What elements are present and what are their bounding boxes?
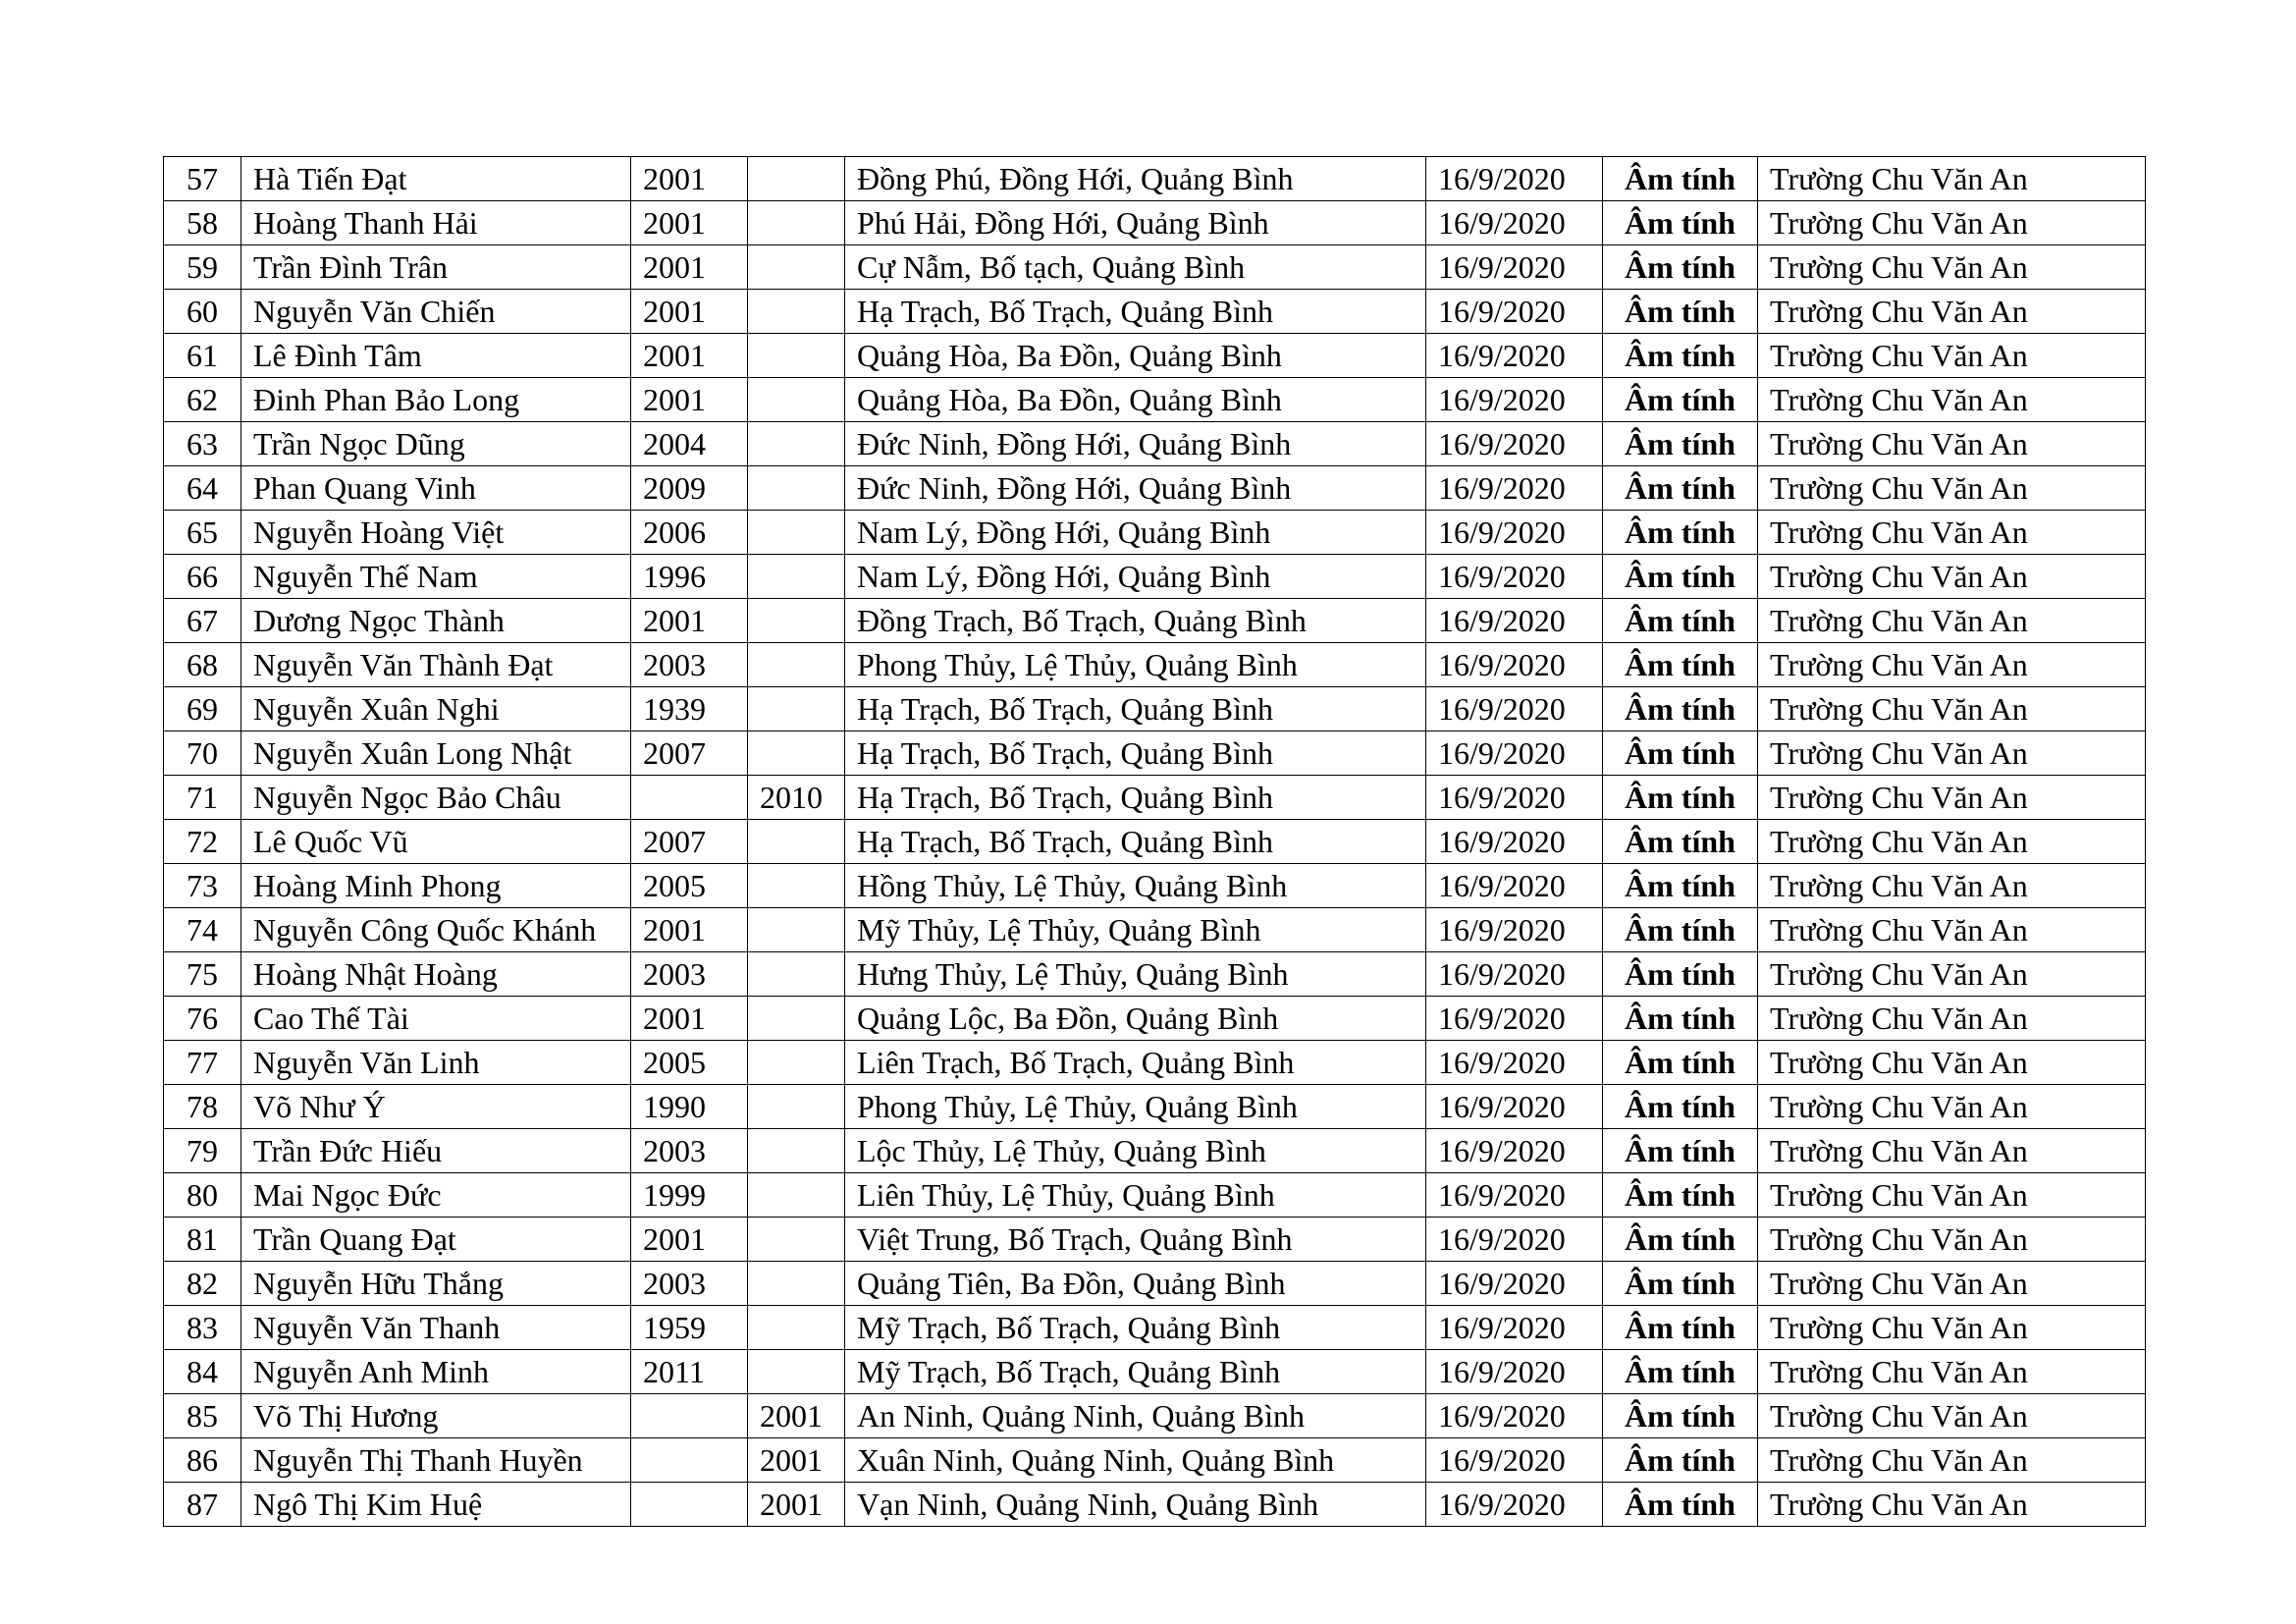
table-row bbox=[164, 1173, 2146, 1218]
test-date-cell: 16/9/2020 bbox=[1426, 1483, 1603, 1527]
test-date-cell: 16/9/2020 bbox=[1426, 1394, 1603, 1438]
test-location-cell: Trường Chu Văn An bbox=[1758, 1173, 2146, 1218]
address-cell: Mỹ Trạch, Bố Trạch, Quảng Bình bbox=[845, 1350, 1426, 1394]
address-cell: Liên Thủy, Lệ Thủy, Quảng Bình bbox=[845, 1173, 1426, 1218]
birth-year-male-cell bbox=[631, 1483, 748, 1527]
table-row bbox=[164, 1483, 2146, 1527]
test-result-cell: Âm tính bbox=[1603, 864, 1758, 908]
test-date-cell: 16/9/2020 bbox=[1426, 908, 1603, 952]
address-cell: Hạ Trạch, Bố Trạch, Quảng Bình bbox=[845, 820, 1426, 864]
birth-year-male-cell: 2011 bbox=[631, 1350, 748, 1394]
birth-year-male-cell: 2005 bbox=[631, 864, 748, 908]
table-row bbox=[164, 157, 2146, 201]
full-name-cell: Nguyễn Văn Thành Đạt bbox=[241, 643, 631, 687]
table-row bbox=[164, 864, 2146, 908]
test-result-cell: Âm tính bbox=[1603, 776, 1758, 820]
table-row bbox=[164, 1350, 2146, 1394]
birth-year-female-cell bbox=[748, 378, 845, 422]
address-cell: Đồng Phú, Đồng Hới, Quảng Bình bbox=[845, 157, 1426, 201]
birth-year-female-cell bbox=[748, 290, 845, 334]
test-date-cell: 16/9/2020 bbox=[1426, 687, 1603, 731]
full-name-cell: Đinh Phan Bảo Long bbox=[241, 378, 631, 422]
test-date-cell: 16/9/2020 bbox=[1426, 1085, 1603, 1129]
table-row bbox=[164, 1306, 2146, 1350]
row-number-cell: 63 bbox=[164, 422, 241, 466]
row-number-cell: 78 bbox=[164, 1085, 241, 1129]
test-result-cell: Âm tính bbox=[1603, 1438, 1758, 1483]
address-cell: Phú Hải, Đồng Hới, Quảng Bình bbox=[845, 201, 1426, 245]
row-number-cell: 87 bbox=[164, 1483, 241, 1527]
test-date-cell: 16/9/2020 bbox=[1426, 1262, 1603, 1306]
row-number-cell: 76 bbox=[164, 997, 241, 1041]
full-name-cell: Nguyễn Xuân Nghi bbox=[241, 687, 631, 731]
test-date-cell: 16/9/2020 bbox=[1426, 466, 1603, 511]
test-date-cell: 16/9/2020 bbox=[1426, 820, 1603, 864]
full-name-cell: Trần Đức Hiếu bbox=[241, 1129, 631, 1173]
birth-year-male-cell: 2003 bbox=[631, 643, 748, 687]
test-date-cell: 16/9/2020 bbox=[1426, 952, 1603, 997]
address-cell: Vạn Ninh, Quảng Ninh, Quảng Bình bbox=[845, 1483, 1426, 1527]
test-result-cell: Âm tính bbox=[1603, 1394, 1758, 1438]
birth-year-male-cell: 2003 bbox=[631, 952, 748, 997]
row-number-cell: 80 bbox=[164, 1173, 241, 1218]
test-location-cell: Trường Chu Văn An bbox=[1758, 290, 2146, 334]
test-date-cell: 16/9/2020 bbox=[1426, 1041, 1603, 1085]
test-date-cell: 16/9/2020 bbox=[1426, 555, 1603, 599]
birth-year-male-cell: 2004 bbox=[631, 422, 748, 466]
test-date-cell: 16/9/2020 bbox=[1426, 290, 1603, 334]
birth-year-male-cell: 2005 bbox=[631, 1041, 748, 1085]
test-date-cell: 16/9/2020 bbox=[1426, 334, 1603, 378]
birth-year-male-cell: 2003 bbox=[631, 1129, 748, 1173]
test-result-cell: Âm tính bbox=[1603, 378, 1758, 422]
address-cell: Phong Thủy, Lệ Thủy, Quảng Bình bbox=[845, 1085, 1426, 1129]
birth-year-male-cell bbox=[631, 1438, 748, 1483]
full-name-cell: Lê Quốc Vũ bbox=[241, 820, 631, 864]
birth-year-female-cell bbox=[748, 1041, 845, 1085]
birth-year-female-cell: 2001 bbox=[748, 1483, 845, 1527]
address-cell: Hạ Trạch, Bố Trạch, Quảng Bình bbox=[845, 687, 1426, 731]
table-row bbox=[164, 731, 2146, 776]
test-location-cell: Trường Chu Văn An bbox=[1758, 997, 2146, 1041]
birth-year-male-cell: 2001 bbox=[631, 290, 748, 334]
birth-year-female-cell: 2010 bbox=[748, 776, 845, 820]
row-number-cell: 85 bbox=[164, 1394, 241, 1438]
test-date-cell: 16/9/2020 bbox=[1426, 422, 1603, 466]
test-date-cell: 16/9/2020 bbox=[1426, 1306, 1603, 1350]
birth-year-male-cell: 2001 bbox=[631, 1218, 748, 1262]
full-name-cell: Võ Thị Hương bbox=[241, 1394, 631, 1438]
row-number-cell: 82 bbox=[164, 1262, 241, 1306]
test-date-cell: 16/9/2020 bbox=[1426, 1350, 1603, 1394]
test-location-cell: Trường Chu Văn An bbox=[1758, 687, 2146, 731]
row-number-cell: 86 bbox=[164, 1438, 241, 1483]
row-number-cell: 65 bbox=[164, 511, 241, 555]
birth-year-female-cell bbox=[748, 245, 845, 290]
test-result-cell: Âm tính bbox=[1603, 511, 1758, 555]
test-location-cell: Trường Chu Văn An bbox=[1758, 864, 2146, 908]
address-cell: Mỹ Thủy, Lệ Thủy, Quảng Bình bbox=[845, 908, 1426, 952]
birth-year-female-cell bbox=[748, 422, 845, 466]
test-result-cell: Âm tính bbox=[1603, 466, 1758, 511]
row-number-cell: 77 bbox=[164, 1041, 241, 1085]
full-name-cell: Hoàng Thanh Hải bbox=[241, 201, 631, 245]
test-result-cell: Âm tính bbox=[1603, 687, 1758, 731]
birth-year-male-cell: 2001 bbox=[631, 245, 748, 290]
birth-year-female-cell bbox=[748, 687, 845, 731]
birth-year-male-cell: 2001 bbox=[631, 599, 748, 643]
full-name-cell: Mai Ngọc Đức bbox=[241, 1173, 631, 1218]
birth-year-female-cell bbox=[748, 599, 845, 643]
row-number-cell: 62 bbox=[164, 378, 241, 422]
row-number-cell: 59 bbox=[164, 245, 241, 290]
test-location-cell: Trường Chu Văn An bbox=[1758, 1306, 2146, 1350]
birth-year-female-cell bbox=[748, 1262, 845, 1306]
test-result-cell: Âm tính bbox=[1603, 952, 1758, 997]
test-result-cell: Âm tính bbox=[1603, 1173, 1758, 1218]
address-cell: Hạ Trạch, Bố Trạch, Quảng Bình bbox=[845, 290, 1426, 334]
test-location-cell: Trường Chu Văn An bbox=[1758, 1041, 2146, 1085]
row-number-cell: 69 bbox=[164, 687, 241, 731]
row-number-cell: 84 bbox=[164, 1350, 241, 1394]
test-result-cell: Âm tính bbox=[1603, 1350, 1758, 1394]
test-result-cell: Âm tính bbox=[1603, 908, 1758, 952]
test-date-cell: 16/9/2020 bbox=[1426, 511, 1603, 555]
address-cell: Mỹ Trạch, Bố Trạch, Quảng Bình bbox=[845, 1306, 1426, 1350]
test-location-cell: Trường Chu Văn An bbox=[1758, 1129, 2146, 1173]
address-cell: Đồng Trạch, Bố Trạch, Quảng Bình bbox=[845, 599, 1426, 643]
full-name-cell: Trần Quang Đạt bbox=[241, 1218, 631, 1262]
table-row bbox=[164, 820, 2146, 864]
birth-year-male-cell: 2003 bbox=[631, 1262, 748, 1306]
test-location-cell: Trường Chu Văn An bbox=[1758, 599, 2146, 643]
test-result-cell: Âm tính bbox=[1603, 1306, 1758, 1350]
test-date-cell: 16/9/2020 bbox=[1426, 1129, 1603, 1173]
birth-year-male-cell: 2007 bbox=[631, 820, 748, 864]
table-row bbox=[164, 643, 2146, 687]
full-name-cell: Hoàng Nhật Hoàng bbox=[241, 952, 631, 997]
test-location-cell: Trường Chu Văn An bbox=[1758, 908, 2146, 952]
address-cell: Nam Lý, Đồng Hới, Quảng Bình bbox=[845, 555, 1426, 599]
test-result-cell: Âm tính bbox=[1603, 820, 1758, 864]
test-result-cell: Âm tính bbox=[1603, 1218, 1758, 1262]
birth-year-female-cell bbox=[748, 952, 845, 997]
full-name-cell: Nguyễn Thế Nam bbox=[241, 555, 631, 599]
full-name-cell: Lê Đình Tâm bbox=[241, 334, 631, 378]
row-number-cell: 79 bbox=[164, 1129, 241, 1173]
row-number-cell: 73 bbox=[164, 864, 241, 908]
full-name-cell: Nguyễn Văn Thanh bbox=[241, 1306, 631, 1350]
full-name-cell: Nguyễn Xuân Long Nhật bbox=[241, 731, 631, 776]
table-row bbox=[164, 1262, 2146, 1306]
test-date-cell: 16/9/2020 bbox=[1426, 157, 1603, 201]
address-cell: Quảng Hòa, Ba Đồn, Quảng Bình bbox=[845, 334, 1426, 378]
row-number-cell: 68 bbox=[164, 643, 241, 687]
address-cell: Phong Thủy, Lệ Thủy, Quảng Bình bbox=[845, 643, 1426, 687]
address-cell: Liên Trạch, Bố Trạch, Quảng Bình bbox=[845, 1041, 1426, 1085]
address-cell: An Ninh, Quảng Ninh, Quảng Bình bbox=[845, 1394, 1426, 1438]
test-result-cell: Âm tính bbox=[1603, 1262, 1758, 1306]
table-row bbox=[164, 378, 2146, 422]
birth-year-female-cell bbox=[748, 1129, 845, 1173]
test-date-cell: 16/9/2020 bbox=[1426, 731, 1603, 776]
test-result-cell: Âm tính bbox=[1603, 1085, 1758, 1129]
row-number-cell: 58 bbox=[164, 201, 241, 245]
full-name-cell: Cao Thế Tài bbox=[241, 997, 631, 1041]
row-number-cell: 81 bbox=[164, 1218, 241, 1262]
birth-year-female-cell bbox=[748, 157, 845, 201]
table-row bbox=[164, 776, 2146, 820]
test-date-cell: 16/9/2020 bbox=[1426, 1173, 1603, 1218]
row-number-cell: 72 bbox=[164, 820, 241, 864]
full-name-cell: Ngô Thị Kim Huệ bbox=[241, 1483, 631, 1527]
test-result-cell: Âm tính bbox=[1603, 334, 1758, 378]
birth-year-female-cell bbox=[748, 334, 845, 378]
row-number-cell: 75 bbox=[164, 952, 241, 997]
birth-year-female-cell bbox=[748, 511, 845, 555]
birth-year-female-cell bbox=[748, 643, 845, 687]
full-name-cell: Nguyễn Thị Thanh Huyền bbox=[241, 1438, 631, 1483]
test-date-cell: 16/9/2020 bbox=[1426, 776, 1603, 820]
address-cell: Nam Lý, Đồng Hới, Quảng Bình bbox=[845, 511, 1426, 555]
table-row bbox=[164, 1394, 2146, 1438]
table-row bbox=[164, 245, 2146, 290]
test-result-cell: Âm tính bbox=[1603, 245, 1758, 290]
test-date-cell: 16/9/2020 bbox=[1426, 1218, 1603, 1262]
birth-year-male-cell: 2001 bbox=[631, 378, 748, 422]
test-location-cell: Trường Chu Văn An bbox=[1758, 422, 2146, 466]
test-result-cell: Âm tính bbox=[1603, 290, 1758, 334]
test-results-table bbox=[163, 156, 2146, 1527]
address-cell: Hưng Thủy, Lệ Thủy, Quảng Bình bbox=[845, 952, 1426, 997]
table-row bbox=[164, 1041, 2146, 1085]
birth-year-male-cell bbox=[631, 776, 748, 820]
birth-year-male-cell bbox=[631, 1394, 748, 1438]
birth-year-male-cell: 1959 bbox=[631, 1306, 748, 1350]
birth-year-male-cell: 2001 bbox=[631, 334, 748, 378]
test-result-cell: Âm tính bbox=[1603, 731, 1758, 776]
test-location-cell: Trường Chu Văn An bbox=[1758, 245, 2146, 290]
test-location-cell: Trường Chu Văn An bbox=[1758, 378, 2146, 422]
table-row bbox=[164, 687, 2146, 731]
test-location-cell: Trường Chu Văn An bbox=[1758, 1218, 2146, 1262]
birth-year-male-cell: 2007 bbox=[631, 731, 748, 776]
test-result-cell: Âm tính bbox=[1603, 1041, 1758, 1085]
full-name-cell: Nguyễn Công Quốc Khánh bbox=[241, 908, 631, 952]
test-location-cell: Trường Chu Văn An bbox=[1758, 1438, 2146, 1483]
test-result-cell: Âm tính bbox=[1603, 1129, 1758, 1173]
full-name-cell: Võ Như Ý bbox=[241, 1085, 631, 1129]
birth-year-female-cell bbox=[748, 201, 845, 245]
test-location-cell: Trường Chu Văn An bbox=[1758, 1350, 2146, 1394]
birth-year-female-cell bbox=[748, 1085, 845, 1129]
test-location-cell: Trường Chu Văn An bbox=[1758, 1085, 2146, 1129]
full-name-cell: Trần Ngọc Dũng bbox=[241, 422, 631, 466]
test-result-cell: Âm tính bbox=[1603, 997, 1758, 1041]
full-name-cell: Nguyễn Văn Chiến bbox=[241, 290, 631, 334]
test-date-cell: 16/9/2020 bbox=[1426, 864, 1603, 908]
test-date-cell: 16/9/2020 bbox=[1426, 997, 1603, 1041]
test-date-cell: 16/9/2020 bbox=[1426, 599, 1603, 643]
row-number-cell: 70 bbox=[164, 731, 241, 776]
full-name-cell: Nguyễn Hữu Thắng bbox=[241, 1262, 631, 1306]
table-row bbox=[164, 1218, 2146, 1262]
table-row bbox=[164, 1085, 2146, 1129]
test-location-cell: Trường Chu Văn An bbox=[1758, 511, 2146, 555]
address-cell: Quảng Lộc, Ba Đồn, Quảng Bình bbox=[845, 997, 1426, 1041]
test-result-cell: Âm tính bbox=[1603, 157, 1758, 201]
table-row bbox=[164, 555, 2146, 599]
birth-year-male-cell: 1990 bbox=[631, 1085, 748, 1129]
test-date-cell: 16/9/2020 bbox=[1426, 245, 1603, 290]
address-cell: Hồng Thủy, Lệ Thủy, Quảng Bình bbox=[845, 864, 1426, 908]
address-cell: Hạ Trạch, Bố Trạch, Quảng Bình bbox=[845, 731, 1426, 776]
test-location-cell: Trường Chu Văn An bbox=[1758, 731, 2146, 776]
table-row bbox=[164, 201, 2146, 245]
test-location-cell: Trường Chu Văn An bbox=[1758, 157, 2146, 201]
birth-year-male-cell: 2001 bbox=[631, 201, 748, 245]
test-location-cell: Trường Chu Văn An bbox=[1758, 466, 2146, 511]
test-location-cell: Trường Chu Văn An bbox=[1758, 1394, 2146, 1438]
test-date-cell: 16/9/2020 bbox=[1426, 378, 1603, 422]
table-row bbox=[164, 422, 2146, 466]
address-cell: Việt Trung, Bố Trạch, Quảng Bình bbox=[845, 1218, 1426, 1262]
test-date-cell: 16/9/2020 bbox=[1426, 1438, 1603, 1483]
test-result-cell: Âm tính bbox=[1603, 555, 1758, 599]
test-result-cell: Âm tính bbox=[1603, 599, 1758, 643]
address-cell: Quảng Tiên, Ba Đồn, Quảng Bình bbox=[845, 1262, 1426, 1306]
table-row bbox=[164, 290, 2146, 334]
address-cell: Đức Ninh, Đồng Hới, Quảng Bình bbox=[845, 422, 1426, 466]
address-cell: Đức Ninh, Đồng Hới, Quảng Bình bbox=[845, 466, 1426, 511]
full-name-cell: Hà Tiến Đạt bbox=[241, 157, 631, 201]
full-name-cell: Nguyễn Ngọc Bảo Châu bbox=[241, 776, 631, 820]
row-number-cell: 61 bbox=[164, 334, 241, 378]
test-result-cell: Âm tính bbox=[1603, 1483, 1758, 1527]
row-number-cell: 83 bbox=[164, 1306, 241, 1350]
row-number-cell: 67 bbox=[164, 599, 241, 643]
birth-year-male-cell: 1999 bbox=[631, 1173, 748, 1218]
table-row bbox=[164, 511, 2146, 555]
table-body bbox=[164, 157, 2146, 1527]
full-name-cell: Nguyễn Văn Linh bbox=[241, 1041, 631, 1085]
test-location-cell: Trường Chu Văn An bbox=[1758, 555, 2146, 599]
address-cell: Xuân Ninh, Quảng Ninh, Quảng Bình bbox=[845, 1438, 1426, 1483]
table-row bbox=[164, 997, 2146, 1041]
birth-year-female-cell bbox=[748, 864, 845, 908]
test-date-cell: 16/9/2020 bbox=[1426, 201, 1603, 245]
test-location-cell: Trường Chu Văn An bbox=[1758, 334, 2146, 378]
table-row bbox=[164, 1129, 2146, 1173]
test-date-cell: 16/9/2020 bbox=[1426, 643, 1603, 687]
birth-year-female-cell bbox=[748, 466, 845, 511]
birth-year-female-cell bbox=[748, 997, 845, 1041]
row-number-cell: 66 bbox=[164, 555, 241, 599]
row-number-cell: 60 bbox=[164, 290, 241, 334]
test-location-cell: Trường Chu Văn An bbox=[1758, 1262, 2146, 1306]
full-name-cell: Hoàng Minh Phong bbox=[241, 864, 631, 908]
birth-year-male-cell: 2001 bbox=[631, 997, 748, 1041]
test-location-cell: Trường Chu Văn An bbox=[1758, 201, 2146, 245]
full-name-cell: Nguyễn Hoàng Việt bbox=[241, 511, 631, 555]
test-location-cell: Trường Chu Văn An bbox=[1758, 643, 2146, 687]
address-cell: Cự Nẫm, Bố tạch, Quảng Bình bbox=[845, 245, 1426, 290]
birth-year-female-cell bbox=[748, 555, 845, 599]
test-result-cell: Âm tính bbox=[1603, 422, 1758, 466]
birth-year-female-cell bbox=[748, 731, 845, 776]
birth-year-female-cell: 2001 bbox=[748, 1394, 845, 1438]
birth-year-female-cell bbox=[748, 820, 845, 864]
address-cell: Quảng Hòa, Ba Đồn, Quảng Bình bbox=[845, 378, 1426, 422]
full-name-cell: Trần Đình Trân bbox=[241, 245, 631, 290]
birth-year-male-cell: 2009 bbox=[631, 466, 748, 511]
birth-year-female-cell bbox=[748, 908, 845, 952]
birth-year-female-cell bbox=[748, 1306, 845, 1350]
birth-year-female-cell: 2001 bbox=[748, 1438, 845, 1483]
full-name-cell: Nguyễn Anh Minh bbox=[241, 1350, 631, 1394]
birth-year-male-cell: 2001 bbox=[631, 157, 748, 201]
birth-year-male-cell: 1996 bbox=[631, 555, 748, 599]
test-result-cell: Âm tính bbox=[1603, 643, 1758, 687]
table-row bbox=[164, 952, 2146, 997]
table-row bbox=[164, 908, 2146, 952]
birth-year-female-cell bbox=[748, 1173, 845, 1218]
birth-year-male-cell: 2001 bbox=[631, 908, 748, 952]
test-location-cell: Trường Chu Văn An bbox=[1758, 952, 2146, 997]
table-row bbox=[164, 1438, 2146, 1483]
birth-year-female-cell bbox=[748, 1350, 845, 1394]
birth-year-male-cell: 2006 bbox=[631, 511, 748, 555]
test-location-cell: Trường Chu Văn An bbox=[1758, 776, 2146, 820]
row-number-cell: 71 bbox=[164, 776, 241, 820]
address-cell: Hạ Trạch, Bố Trạch, Quảng Bình bbox=[845, 776, 1426, 820]
table-row bbox=[164, 334, 2146, 378]
full-name-cell: Dương Ngọc Thành bbox=[241, 599, 631, 643]
row-number-cell: 74 bbox=[164, 908, 241, 952]
address-cell: Lộc Thủy, Lệ Thủy, Quảng Bình bbox=[845, 1129, 1426, 1173]
test-location-cell: Trường Chu Văn An bbox=[1758, 1483, 2146, 1527]
row-number-cell: 64 bbox=[164, 466, 241, 511]
full-name-cell: Phan Quang Vinh bbox=[241, 466, 631, 511]
table-row bbox=[164, 466, 2146, 511]
birth-year-female-cell bbox=[748, 1218, 845, 1262]
test-location-cell: Trường Chu Văn An bbox=[1758, 820, 2146, 864]
test-result-cell: Âm tính bbox=[1603, 201, 1758, 245]
row-number-cell: 57 bbox=[164, 157, 241, 201]
table-row bbox=[164, 599, 2146, 643]
birth-year-male-cell: 1939 bbox=[631, 687, 748, 731]
